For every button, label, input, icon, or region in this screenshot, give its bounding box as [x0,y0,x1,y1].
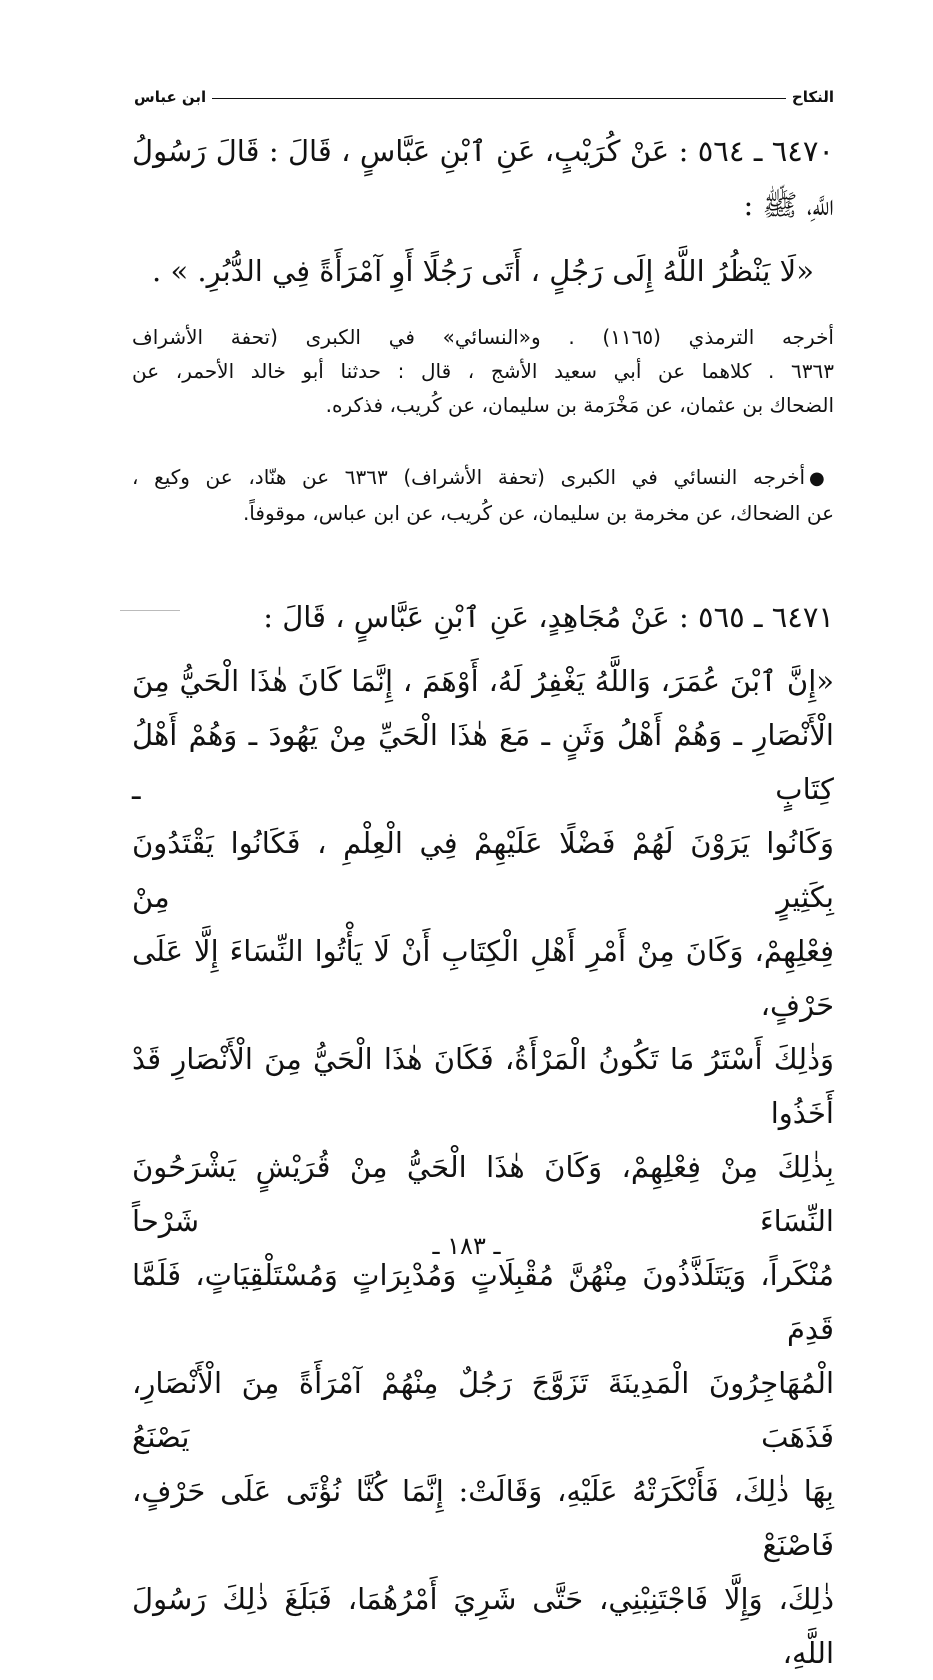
takhrij-note-2 [132,460,834,530]
hadith-6470-quote [132,244,834,298]
takhrij-note-1 [132,320,834,422]
header-rule [212,98,786,99]
hadith-6471-line-1: «إِنَّ ٱبْنَ عُمَرَ، وَاللَّهُ يَغْفِرُ لَهُ، أَوْهَمَ ، إِنَّمَا كَانَ هٰذَا الْحَيُّ مِنَ [132,664,834,698]
hadith-6471-line-10: ذٰلِكَ، وَإِلَّا فَاجْتَنِبْنِي، حَتَّى شَرِيَ أَمْرُهُمَا، فَبَلَغَ ذٰلِكَ رَسُولَ اللَّهِ، [132,1582,834,1670]
hadith-6471-line-9: بِهَا ذٰلِكَ، فَأَنْكَرَتْهُ عَلَيْهِ، وَقَالَتْ: إِنَّمَا كُنَّا نُؤْتَى عَلَى حَرْفٍ، فَاصْنَعْ [132,1474,834,1562]
takhrij-note-1-line-2: ٦٣٦٣ . كلاهما عن أبي سعيد الأشج ، قال : حدثنا أبو خالد الأحمر، عن [132,359,834,383]
running-header [134,76,834,106]
hadith-6471-line-8: الْمُهَاجِرُونَ الْمَدِينَةَ تَزَوَّجَ رَجُلٌ مِنْهُمْ آمْرَأَةً مِنَ الْأَنْصَارِ، فَذَهَبَ يَصْنَعُ [132,1366,834,1454]
page-number: ـ ١٨٣ ـ [432,1232,501,1260]
hadith-6471-line-3: وَكَانُوا يَرَوْنَ لَهُمْ فَضْلًا عَلَيْهِمْ فِي الْعِلْمِ ، فَكَانُوا يَقْتَدُونَ بِكَثِيرٍ مِنْ [132,826,834,914]
takhrij-note-2-line-2: عن الضحاك، عن مخرمة بن سليمان، عن كُريب، عن ابن عباس، موقوفاً. [242,501,834,525]
hadith-6471-line-5: وَذٰلِكَ أَسْتَرُ مَا تَكُونُ الْمَرْأَةُ، فَكَانَ هٰذَا الْحَيُّ مِنَ الْأَنْصَارِ قَدْ أَخَذُوا [132,1042,834,1130]
header-narrator: ابن عباس [134,88,207,106]
hadith-6471-line-7: مُنْكَراً، وَيَتَلَذَّذُونَ مِنْهُنَّ مُقْبِلَاتٍ وَمُدْبِرَاتٍ وَمُسْتَلْقِيَاتٍ، فَلَمَّا قَدِمَ [132,1258,834,1346]
hadith-6471-line-6: بِذٰلِكَ مِنْ فِعْلِهِمْ، وَكَانَ هٰذَا الْحَيُّ مِنْ قُرَيْشٍ يَشْرَحُونَ النِّسَاءَ شَرْحاً [132,1150,834,1238]
takhrij-note-2-line-1: ● أخرجه النسائي في الكبرى (تحفة الأشراف) ٦٣٦٣ عن هنّاد، عن وكيع ، [132,460,834,496]
hadith-6470-quote-text: «لَا يَنْظُرُ اللَّهُ إِلَى رَجُلٍ ، أَتَى رَجُلًا أَوِ آمْرَأَةً فِي الدُّبُرِ. » . [152,254,814,288]
takhrij-note-1-line-3: الضحاك بن عثمان، عن مَخْرَمة بن سليمان، عن كُريب، فذكره. [325,393,834,417]
hadith-6470-line-1: ٦٤٧٠ ـ ٥٦٤ : عَنْ كُرَيْبٍ، عَنِ ٱبْنِ عَبَّاسٍ ، قَالَ : قَالَ رَسُولُ [132,134,834,168]
hadith-6470-line-2: اللَّهِ، ﷺ : [743,188,834,222]
hadith-6470 [132,124,834,232]
hadith-6471-line-4: فِعْلِهِمْ، وَكَانَ مِنْ أَمْرِ أَهْلِ الْكِتَابِ أَنْ لَا يَأْتُوا النِّسَاءَ إِلَّا عَلَى حَرْفٍ، [132,934,834,1022]
hadith-6471-intro-text: ٦٤٧١ ـ ٥٦٥ : عَنْ مُجَاهِدٍ، عَنِ ٱبْنِ عَبَّاسٍ ، قَالَ : [263,600,834,634]
header-chapter: النكاح [791,88,834,106]
hadith-6471-line-2: الْأَنْصَارِ ـ وَهُمْ أَهْلُ وَثَنٍ ـ مَعَ هٰذَا الْحَيِّ مِنْ يَهُودَ ـ وَهُمْ أَهْلُ كِتَابٍ ـ [132,718,834,806]
takhrij-note-1-line-1: أخرجه الترمذي (١١٦٥) . و«النسائي» في الكبرى (تحفة الأشراف [132,325,834,349]
hadith-6471-body [132,654,834,1680]
hadith-6471-intro [132,590,834,644]
